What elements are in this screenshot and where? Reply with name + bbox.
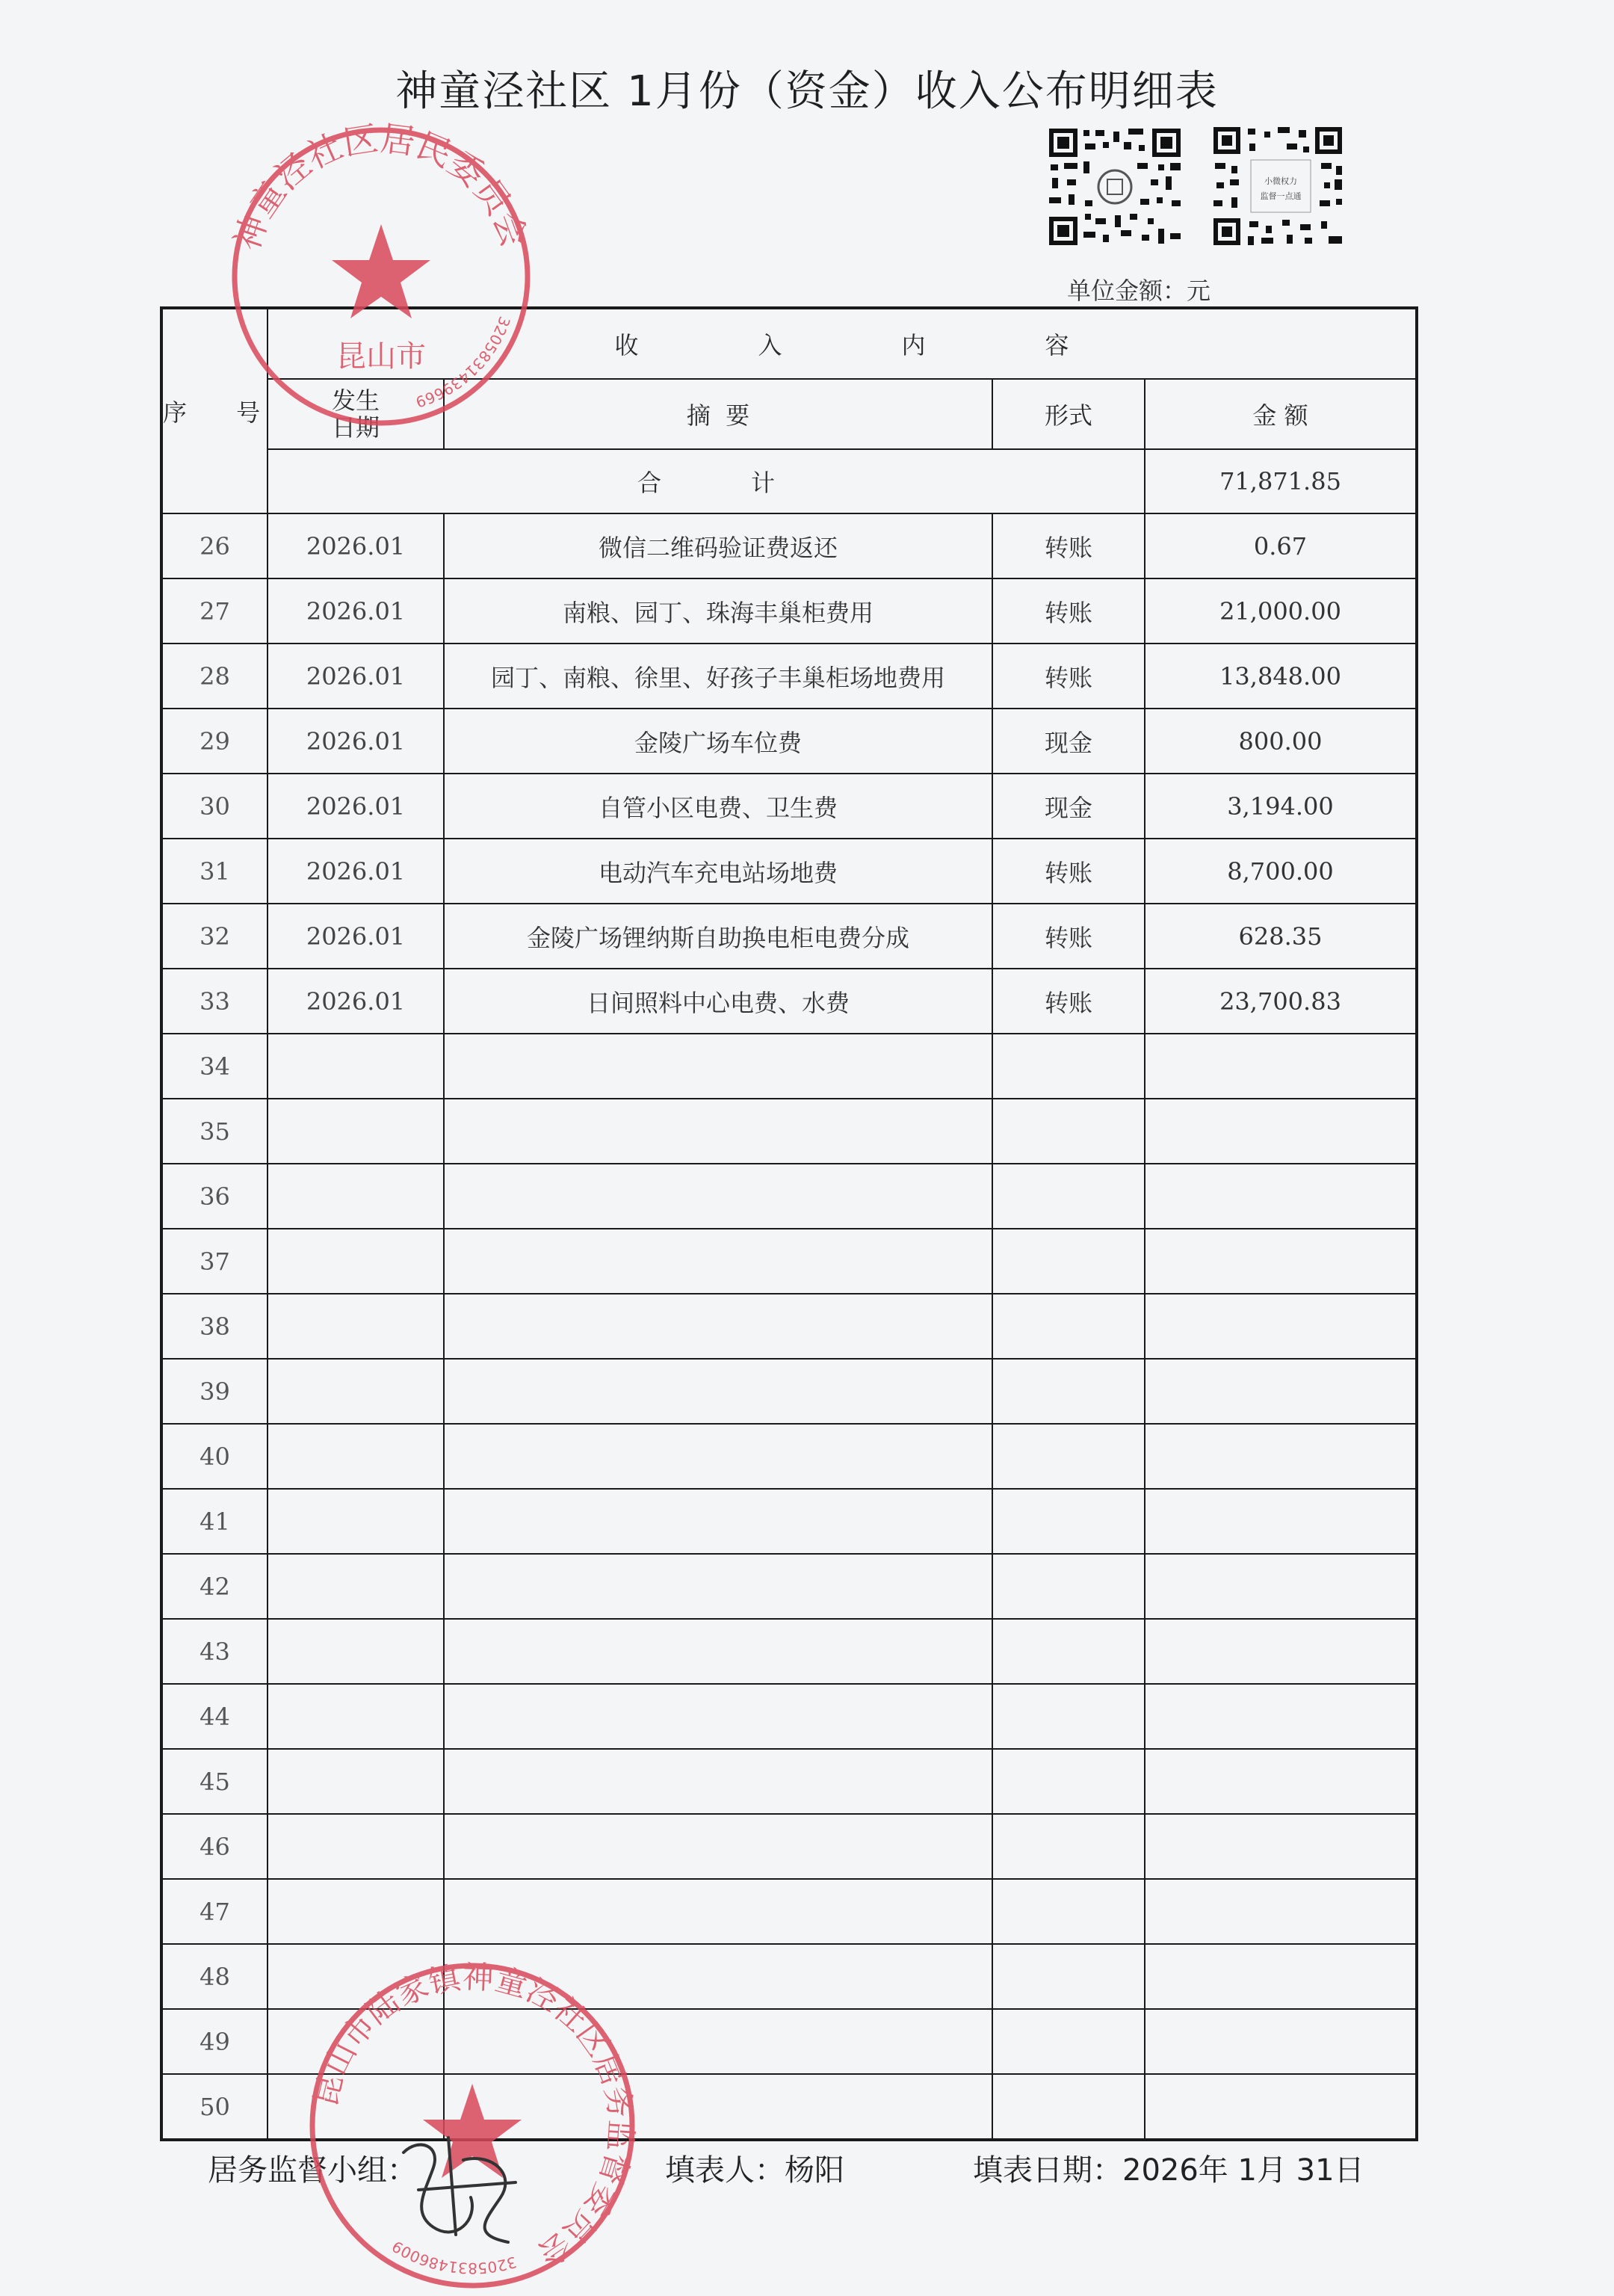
- seal-inner-text: 昆山市: [336, 339, 426, 374]
- row-form: [992, 1034, 1145, 1099]
- row-number: 33: [161, 969, 268, 1034]
- table-row: [161, 1034, 1417, 1099]
- row-form: [992, 1749, 1145, 1814]
- table-row: [161, 1359, 1417, 1424]
- row-amount: [1145, 1164, 1417, 1229]
- row-number: 50: [161, 2074, 268, 2140]
- signature: [389, 2123, 538, 2257]
- table-row: [161, 513, 1417, 578]
- row-number: 39: [161, 1359, 268, 1424]
- row-date: [268, 1424, 444, 1489]
- row-number: 40: [161, 1424, 268, 1489]
- row-description: [444, 1749, 992, 1814]
- filler-label: 填表人：杨阳: [665, 2153, 844, 2188]
- col-header-seq: 序 号: [161, 308, 268, 513]
- table-row: [161, 1814, 1417, 1879]
- total-label: 合 计: [268, 449, 1145, 513]
- row-form: 转账: [992, 969, 1145, 1034]
- row-description: [444, 1944, 992, 2009]
- row-form: [992, 1684, 1145, 1749]
- row-date: [268, 1359, 444, 1424]
- row-description: [444, 1879, 992, 1944]
- row-number: 43: [161, 1619, 268, 1684]
- table-row: [161, 1489, 1417, 1554]
- row-date: [268, 1164, 444, 1229]
- row-date: [268, 1814, 444, 1879]
- row-number: 37: [161, 1229, 268, 1294]
- page-title: 神童泾社区 1月份（资金）收入公布明细表: [395, 67, 1219, 116]
- row-amount: [1145, 1229, 1417, 1294]
- row-description: [444, 1099, 992, 1164]
- row-amount: 628.35: [1145, 904, 1417, 969]
- row-number: 30: [161, 774, 268, 839]
- row-number: 41: [161, 1489, 268, 1554]
- col-header-income-content: 收 入 内 容: [268, 308, 1417, 379]
- table-row: [161, 709, 1417, 774]
- row-amount: [1145, 1359, 1417, 1424]
- table-row: [161, 644, 1417, 709]
- seal-code-top: 3205831439669: [413, 314, 514, 412]
- row-description: [444, 1229, 992, 1294]
- unit-label: 单位金额：元: [1067, 277, 1211, 305]
- row-number: 36: [161, 1164, 268, 1229]
- row-form: 转账: [992, 578, 1145, 644]
- row-date: [268, 2009, 444, 2074]
- row-form: [992, 1489, 1145, 1554]
- row-amount: [1145, 1554, 1417, 1619]
- row-form: [992, 1619, 1145, 1684]
- row-date: [268, 1099, 444, 1164]
- row-amount: [1145, 1749, 1417, 1814]
- row-description: [444, 1164, 992, 1229]
- row-number: 49: [161, 2009, 268, 2074]
- row-amount: [1145, 1879, 1417, 1944]
- svg-text:小微权力: 小微权力: [1264, 176, 1297, 186]
- row-form: [992, 2074, 1145, 2140]
- row-date: 2026.01: [268, 644, 444, 709]
- col-header-desc: 摘 要: [444, 379, 992, 449]
- table-row: [161, 1944, 1417, 2009]
- row-number: 38: [161, 1294, 268, 1359]
- row-date: [268, 1294, 444, 1359]
- row-amount: [1145, 1684, 1417, 1749]
- table-row: [161, 839, 1417, 904]
- table-row: [161, 578, 1417, 644]
- row-date: [268, 1684, 444, 1749]
- row-description: 日间照料中心电费、水费: [444, 969, 992, 1034]
- row-form: 现金: [992, 774, 1145, 839]
- row-amount: [1145, 1294, 1417, 1359]
- row-amount: [1145, 1944, 1417, 2009]
- row-amount: [1145, 1034, 1417, 1099]
- table-row: [161, 1099, 1417, 1164]
- row-amount: [1145, 2074, 1417, 2140]
- row-number: 42: [161, 1554, 268, 1619]
- row-amount: [1145, 1489, 1417, 1554]
- row-date: [268, 1879, 444, 1944]
- row-amount: 3,194.00: [1145, 774, 1417, 839]
- row-amount: [1145, 2009, 1417, 2074]
- row-form: 转账: [992, 644, 1145, 709]
- row-description: 金陵广场车位费: [444, 709, 992, 774]
- row-date: 2026.01: [268, 513, 444, 578]
- table-row: [161, 1879, 1417, 1944]
- row-description: [444, 1489, 992, 1554]
- table-row: [161, 1684, 1417, 1749]
- row-description: 南粮、园丁、珠海丰巢柜费用: [444, 578, 992, 644]
- qr-code-icon: [1212, 126, 1345, 248]
- table-row: [161, 2074, 1417, 2140]
- qr-code-icon: [1046, 126, 1184, 248]
- table-row: [161, 969, 1417, 1034]
- row-form: [992, 1814, 1145, 1879]
- row-number: 31: [161, 839, 268, 904]
- row-number: 29: [161, 709, 268, 774]
- row-amount: [1145, 1619, 1417, 1684]
- row-number: 46: [161, 1814, 268, 1879]
- row-date: [268, 1229, 444, 1294]
- row-form: 转账: [992, 839, 1145, 904]
- table-row: [161, 1229, 1417, 1294]
- row-number: 44: [161, 1684, 268, 1749]
- row-date: 2026.01: [268, 774, 444, 839]
- row-date: [268, 1554, 444, 1619]
- row-description: [444, 2009, 992, 2074]
- row-date: [268, 1749, 444, 1814]
- table-row: [161, 1164, 1417, 1229]
- seal-text-top: 神童泾社区居民委员会: [226, 120, 536, 256]
- col-header-amount: 金 额: [1145, 379, 1417, 449]
- row-description: [444, 1424, 992, 1489]
- table-row: [161, 2009, 1417, 2074]
- row-number: 48: [161, 1944, 268, 2009]
- table-row: [161, 1294, 1417, 1359]
- row-form: [992, 1424, 1145, 1489]
- supervisor-label: 居务监督小组：: [208, 2153, 417, 2188]
- table-row: [161, 1424, 1417, 1489]
- row-number: 34: [161, 1034, 268, 1099]
- seal-code-bottom: 3205831486009: [389, 2237, 519, 2278]
- table-row: [161, 1619, 1417, 1684]
- row-amount: [1145, 1424, 1417, 1489]
- row-amount: 8,700.00: [1145, 839, 1417, 904]
- row-amount: 0.67: [1145, 513, 1417, 578]
- row-amount: 23,700.83: [1145, 969, 1417, 1034]
- col-header-date: 发生 日期: [268, 379, 444, 449]
- table-row: [161, 1749, 1417, 1814]
- row-number: 35: [161, 1099, 268, 1164]
- row-amount: [1145, 1814, 1417, 1879]
- row-description: [444, 1814, 992, 1879]
- row-amount: 800.00: [1145, 709, 1417, 774]
- row-number: 32: [161, 904, 268, 969]
- row-amount: 13,848.00: [1145, 644, 1417, 709]
- svg-text:监督一点通: 监督一点通: [1260, 191, 1302, 201]
- row-number: 45: [161, 1749, 268, 1814]
- row-form: [992, 1944, 1145, 2009]
- row-date: [268, 1489, 444, 1554]
- row-form: 现金: [992, 709, 1145, 774]
- row-description: [444, 1294, 992, 1359]
- income-table: [160, 306, 1418, 2141]
- row-date: 2026.01: [268, 839, 444, 904]
- row-description: [444, 1684, 992, 1749]
- row-description: 金陵广场锂纳斯自助换电柜电费分成: [444, 904, 992, 969]
- table-row: [161, 774, 1417, 839]
- row-description: [444, 1359, 992, 1424]
- table-row: [161, 1554, 1417, 1619]
- row-date: 2026.01: [268, 578, 444, 644]
- row-date: [268, 1944, 444, 2009]
- fill-date-label: 填表日期：2026年 1月 31日: [973, 2153, 1364, 2188]
- row-description: [444, 1619, 992, 1684]
- row-amount: 21,000.00: [1145, 578, 1417, 644]
- svg-text:神童泾社区居民委员会: [226, 120, 535, 256]
- row-form: [992, 1554, 1145, 1619]
- row-description: 园丁、南粮、徐里、好孩子丰巢柜场地费用: [444, 644, 992, 709]
- seal-text-bottom: 昆山市陆家镇神童泾社区居务监督委员会: [306, 1958, 640, 2274]
- row-number: 27: [161, 578, 268, 644]
- row-date: 2026.01: [268, 709, 444, 774]
- row-number: 47: [161, 1879, 268, 1944]
- row-form: [992, 1359, 1145, 1424]
- row-date: 2026.01: [268, 969, 444, 1034]
- row-description: [444, 1554, 992, 1619]
- total-amount: 71,871.85: [1145, 449, 1417, 513]
- row-date: [268, 1034, 444, 1099]
- row-description: 电动汽车充电站场地费: [444, 839, 992, 904]
- row-date: [268, 1619, 444, 1684]
- row-date: 2026.01: [268, 904, 444, 969]
- row-form: 转账: [992, 513, 1145, 578]
- row-description: 微信二维码验证费返还: [444, 513, 992, 578]
- row-amount: [1145, 1099, 1417, 1164]
- table-row: [161, 904, 1417, 969]
- row-form: [992, 1164, 1145, 1229]
- seal-star-icon: [332, 224, 430, 318]
- row-form: 转账: [992, 904, 1145, 969]
- row-number: 28: [161, 644, 268, 709]
- row-form: [992, 1229, 1145, 1294]
- row-form: [992, 1879, 1145, 1944]
- row-description: 自管小区电费、卫生费: [444, 774, 992, 839]
- row-form: [992, 2009, 1145, 2074]
- row-description: [444, 1034, 992, 1099]
- row-number: 26: [161, 513, 268, 578]
- row-form: [992, 1099, 1145, 1164]
- row-form: [992, 1294, 1145, 1359]
- col-header-form: 形式: [992, 379, 1145, 449]
